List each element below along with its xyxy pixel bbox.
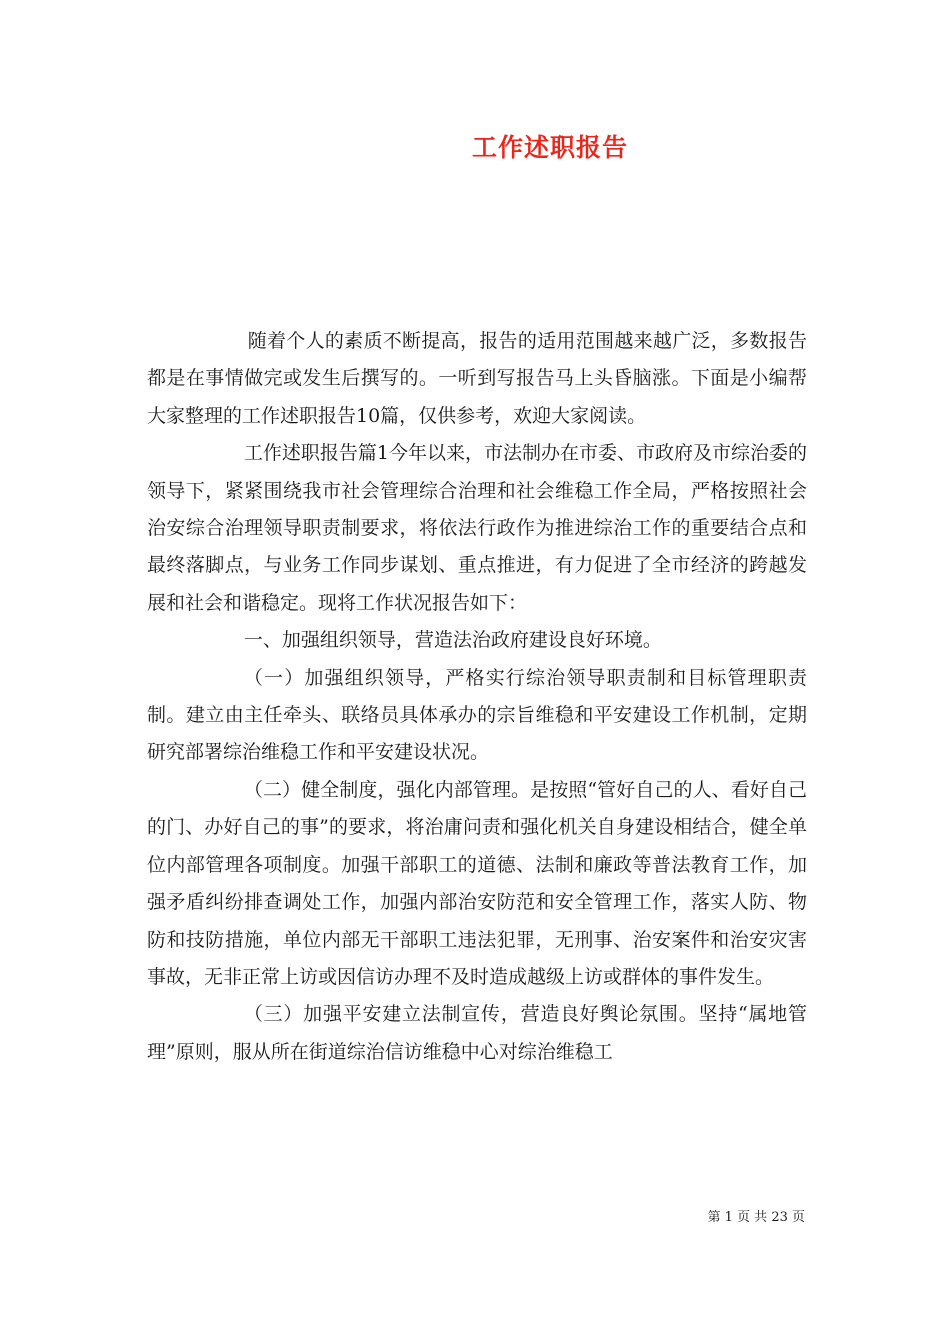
paragraph-subsection-1: （一）加强组织领导，严格实行综治领导职责制和目标管理职责制。建立由主任牵头、联络员具体承办的宗旨维稳和平安建设工作机制，定期研究部署综治维稳工作和平安建设状况。 [147, 666, 807, 764]
paragraph-subsection-3: （三）加强平安建立法制宣传，营造良好舆论氛围。坚持“属地管理”原则，服从所在街道综治信访维稳中心对综治维稳工 [147, 1003, 807, 1063]
section-heading-1: 一、加强组织领导，营造法治政府建设良好环境。 [243, 629, 662, 652]
paragraph-subsection-2: （二）健全制度，强化内部管理。是按照“管好自己的人、看好自己的门、办好自己的事”的要求，将治庸问责和强化机关自身建设相结合，健全单位内部管理各项制度。加强干部职工的道德、法制和廉政等普法教育工作，加强矛盾纠纷排查调处工作，加强内部治安防范和安全管理工作，落实人防、物防和技防措施，单位内部无干部职工违法犯罪，无刑事、治安案件和治安灾害事故，无非正常上访或因信访办理不及时造成越级上访或群体的事件发生。 [147, 778, 807, 988]
document-body [147, 323, 807, 1071]
paragraph-report-1: 工作述职报告篇1今年以来，市法制办在市委、市政府及市综治委的领导下，紧紧围绕我市社会管理综合治理和社会维稳工作全局，严格按照社会治安综合治理领导职责制要求，将依法行政作为推进综治工作的重要结合点和最终落脚点，与业务工作同步谋划、重点推进，有力促进了全市经济的跨越发展和社会和谐稳定。现将工作状况报告如下： [147, 442, 807, 614]
page-number: 第 1 页 共 23 页 [707, 1210, 805, 1225]
paragraph-intro: 随着个人的素质不断提高，报告的适用范围越来越广泛，多数报告都是在事情做完或发生后撰写的。一听到写报告马上头昏脑涨。下面是小编帮大家整理的工作述职报告10篇，仅供参考，欢迎大家阅读。 [147, 330, 807, 427]
document-title: 工作述职报告 [471, 133, 628, 162]
